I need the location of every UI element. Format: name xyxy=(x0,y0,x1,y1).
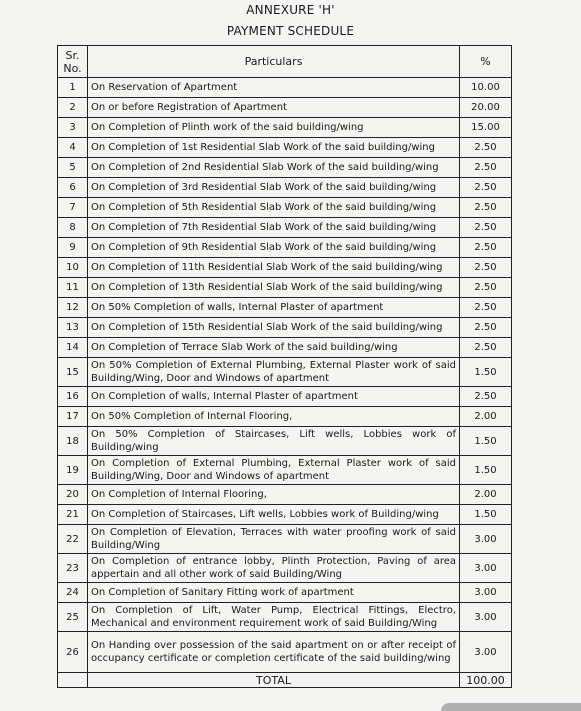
particulars-cell: On Completion of Sanitary Fitting work of apartment xyxy=(88,583,460,603)
particulars-cell: On Completion of 7th Residential Slab Work of the said building/wing xyxy=(88,218,460,238)
particulars-cell: On Reservation of Apartment xyxy=(88,78,460,98)
particulars-cell: On Completion of 15th Residential Slab Work of the said building/wing xyxy=(88,318,460,338)
sr-cell: 15 xyxy=(58,358,88,387)
table-row xyxy=(58,632,512,673)
total-row xyxy=(58,673,512,688)
particulars-cell: On Completion of walls, Internal Plaster of apartment xyxy=(88,387,460,407)
table-row xyxy=(58,298,512,318)
particulars-header: Particulars xyxy=(88,46,460,78)
sr-cell: 2 xyxy=(58,98,88,118)
percent-cell: 3.00 xyxy=(460,525,512,554)
percent-cell: 3.00 xyxy=(460,603,512,632)
table-row xyxy=(58,138,512,158)
page-edge-shadow xyxy=(441,703,581,711)
percent-cell: 2.50 xyxy=(460,198,512,218)
table-row xyxy=(58,583,512,603)
table-row xyxy=(58,318,512,338)
percent-cell: 1.50 xyxy=(460,358,512,387)
percent-cell: 2.00 xyxy=(460,407,512,427)
particulars-cell: On Completion of 5th Residential Slab Work of the said building/wing xyxy=(88,198,460,218)
sr-cell: 1 xyxy=(58,78,88,98)
payment-schedule-table xyxy=(57,45,512,688)
sr-no-header: Sr. No. xyxy=(58,46,88,78)
particulars-cell: On Completion of Staircases, Lift wells, Lobbies work of Building/wing xyxy=(88,505,460,525)
particulars-cell: On 50% Completion of Internal Flooring, xyxy=(88,407,460,427)
particulars-cell: On Completion of Plinth work of the said building/wing xyxy=(88,118,460,138)
sr-cell: 17 xyxy=(58,407,88,427)
percent-cell: 2.50 xyxy=(460,387,512,407)
sr-cell: 7 xyxy=(58,198,88,218)
percent-cell: 1.50 xyxy=(460,427,512,456)
document-heading: PAYMENT SCHEDULE xyxy=(226,24,355,38)
particulars-cell: On Completion of Elevation, Terraces with water proofing work of said Building/Wing xyxy=(88,525,460,554)
sr-cell: 22 xyxy=(58,525,88,554)
percent-cell: 3.00 xyxy=(460,632,512,673)
table-row xyxy=(58,427,512,456)
table-row xyxy=(58,525,512,554)
percent-cell: 2.50 xyxy=(460,258,512,278)
table-row xyxy=(58,98,512,118)
particulars-cell: On Completion of entrance lobby, Plinth Protection, Paving of area appertain and all other work of said Building/Wing xyxy=(88,554,460,583)
percent-cell: 2.00 xyxy=(460,485,512,505)
percent-cell: 15.00 xyxy=(460,118,512,138)
sr-cell: 3 xyxy=(58,118,88,138)
table-row xyxy=(58,358,512,387)
table-row xyxy=(58,198,512,218)
sr-cell: 13 xyxy=(58,318,88,338)
sr-cell: 6 xyxy=(58,178,88,198)
particulars-cell: On Completion of 1st Residential Slab Work of the said building/wing xyxy=(88,138,460,158)
particulars-cell: On Completion of 2nd Residential Slab Work of the said building/wing xyxy=(88,158,460,178)
table-header-row xyxy=(58,46,512,78)
table-row xyxy=(58,158,512,178)
sr-cell: 9 xyxy=(58,238,88,258)
particulars-cell: On or before Registration of Apartment xyxy=(88,98,460,118)
particulars-cell: On Completion of Lift, Water Pump, Electrical Fittings, Electro, Mechanical and environment requirement work of said Building/Wing xyxy=(88,603,460,632)
sr-cell: 23 xyxy=(58,554,88,583)
total-label: TOTAL xyxy=(88,673,460,688)
table-row xyxy=(58,338,512,358)
percent-cell: 3.00 xyxy=(460,583,512,603)
percent-cell: 10.00 xyxy=(460,78,512,98)
table-row xyxy=(58,456,512,485)
table-row xyxy=(58,178,512,198)
percent-cell: 2.50 xyxy=(460,338,512,358)
percent-cell: 1.50 xyxy=(460,456,512,485)
percent-cell: 2.50 xyxy=(460,178,512,198)
percent-cell: 2.50 xyxy=(460,238,512,258)
sr-cell: 14 xyxy=(58,338,88,358)
sr-cell: 25 xyxy=(58,603,88,632)
sr-cell: 8 xyxy=(58,218,88,238)
particulars-cell: On 50% Completion of Staircases, Lift wells, Lobbies work of Building/wing xyxy=(88,427,460,456)
sr-cell: 19 xyxy=(58,456,88,485)
percent-header: % xyxy=(460,46,512,78)
sr-cell: 11 xyxy=(58,278,88,298)
sr-cell: 24 xyxy=(58,583,88,603)
table-row xyxy=(58,118,512,138)
sr-cell: 26 xyxy=(58,632,88,673)
total-percent: 100.00 xyxy=(460,673,512,688)
particulars-cell: On Completion of Terrace Slab Work of the said building/wing xyxy=(88,338,460,358)
percent-cell: 2.50 xyxy=(460,158,512,178)
table-row xyxy=(58,218,512,238)
percent-cell: 1.50 xyxy=(460,505,512,525)
particulars-cell: On Completion of Internal Flooring, xyxy=(88,485,460,505)
sr-cell: 10 xyxy=(58,258,88,278)
particulars-cell: On Completion of 3rd Residential Slab Work of the said building/wing xyxy=(88,178,460,198)
table-row xyxy=(58,603,512,632)
percent-cell: 2.50 xyxy=(460,298,512,318)
sr-cell: 16 xyxy=(58,387,88,407)
sr-cell: 21 xyxy=(58,505,88,525)
particulars-cell: On Handing over possession of the said apartment on or after receipt of occupancy certificate or completion certificate of the said building/wing xyxy=(88,632,460,673)
table-row xyxy=(58,238,512,258)
particulars-cell: On Completion of External Plumbing, External Plaster work of said Building/Wing, Door and Windows of apartment xyxy=(88,456,460,485)
particulars-cell: On Completion of 9th Residential Slab Work of the said building/wing xyxy=(88,238,460,258)
particulars-cell: On 50% Completion of walls, Internal Plaster of apartment xyxy=(88,298,460,318)
table-row xyxy=(58,387,512,407)
table-row xyxy=(58,278,512,298)
total-sr-cell xyxy=(58,673,88,688)
sr-cell: 4 xyxy=(58,138,88,158)
percent-cell: 2.50 xyxy=(460,218,512,238)
table-row xyxy=(58,258,512,278)
sr-cell: 12 xyxy=(58,298,88,318)
table-row xyxy=(58,505,512,525)
particulars-cell: On 50% Completion of External Plumbing, External Plaster work of said Building/Wing, Door and Windows of apartment xyxy=(88,358,460,387)
percent-cell: 2.50 xyxy=(460,138,512,158)
percent-cell: 2.50 xyxy=(460,278,512,298)
table-row xyxy=(58,485,512,505)
table-row xyxy=(58,407,512,427)
table-row xyxy=(58,78,512,98)
sr-cell: 18 xyxy=(58,427,88,456)
sr-cell: 20 xyxy=(58,485,88,505)
percent-cell: 2.50 xyxy=(460,318,512,338)
particulars-cell: On Completion of 13th Residential Slab Work of the said building/wing xyxy=(88,278,460,298)
table-row xyxy=(58,554,512,583)
sr-cell: 5 xyxy=(58,158,88,178)
annexure-title: ANNEXURE 'H' xyxy=(246,3,335,17)
percent-cell: 3.00 xyxy=(460,554,512,583)
percent-cell: 20.00 xyxy=(460,98,512,118)
particulars-cell: On Completion of 11th Residential Slab Work of the said building/wing xyxy=(88,258,460,278)
